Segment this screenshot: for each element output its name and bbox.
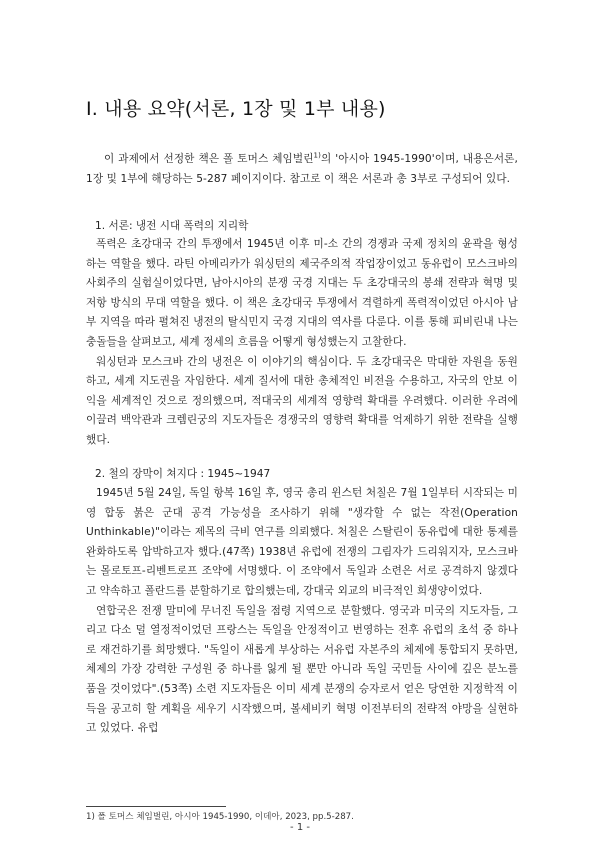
footnote-divider: [86, 806, 226, 807]
section-1-paragraph-1: 폭력은 초강대국 간의 투쟁에서 1945년 이후 미-소 간의 경쟁과 국제 정치의 윤곽을 형성하는 역할을 했다. 라틴 아메리카가 워싱턴의 제국주의적 작업장이었고 동유럽이 모스크바의 사회주의 실험실이었다면, 남아시아의 분쟁 국경 지대는 두 초강대국의 봉쇄 전략과 혁명 및 저항 방식의 무대 역할을 했다. 이 책은 초강대국 투쟁에서 격렬하게 폭력적이었던 아시아 남부 지역을 따라 펼쳐진 냉전의 탈식민지 국경 지대의 역사를 다룬다. 이를 통해 피비린내 나는 충돌들을 살펴보고, 세계 정세의 흐름을 어떻게 형성했는지 고찰한다.: [86, 238, 518, 348]
intro-text-end: 의 '아시아 1945-1990'이며, 내용은서론, 1장 및 1부에 해당하는 5-287 페이지이다. 참고로 이 책은 서론과 총 3부로 구성되어 있다.: [86, 153, 518, 185]
page-number: - 1 -: [290, 822, 310, 833]
section-2-title: 2. 철의 장막이 쳐지다 : 1945~1947: [95, 468, 271, 480]
footnote: 1) 폴 토머스 체임벌린, 아시아 1945-1990, 이데아, 2023, pp.5-287.: [86, 812, 354, 822]
footnote-ref[interactable]: 1): [313, 151, 321, 160]
section-2-body: [86, 484, 518, 739]
section-1-body: [86, 235, 518, 451]
section-2-paragraph-1: 1945년 5월 24일, 독일 항복 16일 후, 영국 총리 윈스턴 처칠은 7월 1일부터 시작되는 미영 합동 붉은 군대 공격 가능성을 조사하기 위해 "생각할 수 없는 작전(Operation Unthinkable)"이라는 제목의 극비 연구를 의뢰했다. 처칠은 스탈린이 동유럽에 대한 통제를 완화하도록 압박하고자 했다.(47쪽) 1938년 유럽에 전쟁의 그림자가 드리워지자, 모스크바는 몰로토프-리벤트로프 조약에 서명했다. 이 조약에서 독일과 소련은 서로 공격하지 않겠다고 약속하고 폴란드를 분할하기로 합의했는데, 강대국 외교의 비극적인 희생양이었다.: [86, 487, 518, 597]
intro-text-start: 이 과제에서 선정한 책은 폴 토머스 체임벌린: [104, 153, 314, 165]
section-2-paragraph-2: 연합국은 전쟁 말미에 무너진 독일을 점령 지역으로 분할했다. 영국과 미국의 지도자들, 그리고 다소 덜 열정적이었던 프랑스는 독일을 안정적이고 번영하는 전후 유럽의 초석 중 하나로 재건하기를 희망했다. "독일이 새롭게 부상하는 서유럽 자본주의 체제에 통합되지 못하면, 체제의 가장 강력한 구성원 중 하나를 잃게 될 뿐만 아니라 독일 국민들 사이에 깊은 분노를 품을 것이었다".(53쪽) 소련 지도자들은 이미 세계 분쟁의 승자로서 얻은 당연한 지정학적 이득을 공고히 할 계획을 세우기 시작했으며, 볼셰비키 혁명 이전부터의 전략적 야망을 실현하고 있었다. 유럽: [86, 604, 518, 735]
intro-paragraph: [86, 150, 518, 189]
section-1-title: 1. 서론: 냉전 시대 폭력의 지리학: [95, 220, 249, 232]
section-1-paragraph-2: 워싱턴과 모스크바 간의 냉전은 이 이야기의 핵심이다. 두 초강대국은 막대한 자원을 동원하고, 세계 지도권을 자임한다. 세계 질서에 대한 총체적인 비전을 수용하고, 자국의 안보 이익을 세계적인 것으로 정의했으며, 적대국의 세계적 영향력 확대를 우려했다. 이러한 우려에 이끌려 백악관과 크렘린궁의 지도자들은 경쟁국의 영향력 확대를 억제하기 위한 전략을 실행했다.: [86, 355, 518, 446]
page-title: I. 내용 요약(서론, 1장 및 1부 내용): [86, 98, 386, 120]
